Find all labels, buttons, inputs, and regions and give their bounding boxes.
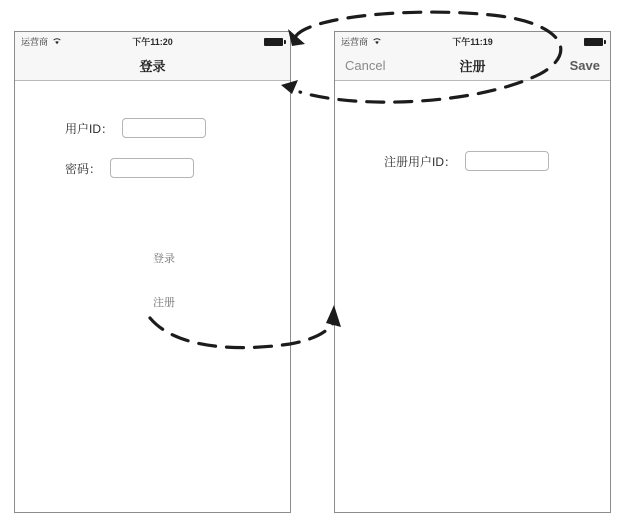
user-id-input[interactable] <box>122 118 206 138</box>
page-title: 注册 <box>459 59 486 74</box>
login-status-bar <box>15 32 290 51</box>
login-screen-mockup <box>14 31 291 513</box>
page-title: 登录 <box>139 59 166 74</box>
signup-button[interactable]: 注册 <box>153 297 175 309</box>
user-id-label: 用户ID： <box>65 121 114 136</box>
register-user-id-label: 注册用户ID： <box>384 154 457 169</box>
login-button[interactable]: 登录 <box>153 253 175 265</box>
carrier-label: 运营商 <box>21 37 49 47</box>
signup-navbar <box>335 51 610 81</box>
register-user-id-input[interactable] <box>465 151 549 171</box>
battery-full-icon <box>584 38 603 46</box>
password-row <box>65 158 194 178</box>
password-input[interactable] <box>110 158 194 178</box>
register-user-id-row <box>384 151 549 171</box>
login-form <box>15 81 290 511</box>
cancel-button[interactable]: Cancel <box>345 58 386 73</box>
user-id-row <box>65 118 206 138</box>
password-label: 密码： <box>65 161 102 176</box>
status-time: 下午11:19 <box>452 37 493 47</box>
signup-form <box>335 81 610 511</box>
status-time: 下午11:20 <box>132 37 173 47</box>
login-navbar <box>15 51 290 81</box>
signup-screen-mockup <box>334 31 611 513</box>
save-button[interactable]: Save <box>569 58 600 73</box>
signup-status-bar <box>335 32 610 51</box>
battery-full-icon <box>264 38 283 46</box>
carrier-label: 运营商 <box>341 37 369 47</box>
